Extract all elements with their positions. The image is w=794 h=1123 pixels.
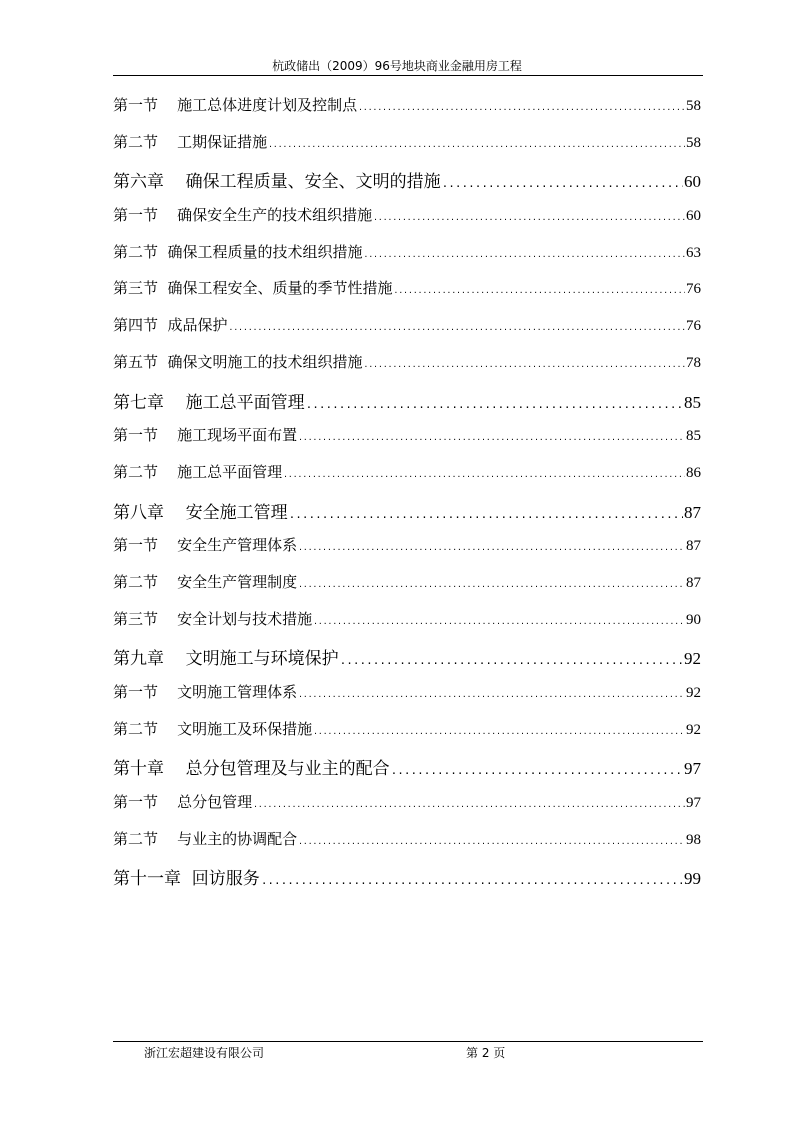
toc-dot-leader	[298, 580, 685, 589]
toc-entry-label: 第二节 确保工程质量的技术组织措施	[113, 242, 363, 261]
toc-entry-label: 第二节 施工总平面管理	[113, 462, 283, 481]
toc-dot-leader	[442, 177, 683, 190]
table-of-contents	[113, 90, 701, 897]
toc-dot-leader	[298, 433, 685, 442]
toc-entry	[113, 237, 701, 274]
toc-dot-leader	[340, 654, 683, 667]
toc-entry-label: 第八章 安全施工管理	[113, 502, 288, 523]
toc-page-number: 86	[686, 464, 701, 481]
toc-entry-label: 第一节 安全生产管理体系	[113, 536, 298, 555]
toc-dot-leader	[283, 470, 685, 479]
toc-page-number: 60	[684, 172, 701, 192]
toc-chapter-entry	[113, 750, 701, 787]
toc-chapter-entry	[113, 640, 701, 677]
toc-page-number: 58	[686, 134, 701, 151]
toc-dot-leader	[298, 837, 685, 846]
toc-entry	[113, 677, 701, 714]
toc-page-number: 76	[686, 281, 701, 298]
toc-dot-leader	[313, 617, 685, 626]
toc-entry	[113, 530, 701, 567]
toc-chapter-entry	[113, 860, 701, 897]
toc-entry-label: 第二节 安全生产管理制度	[113, 572, 298, 591]
toc-dot-leader	[358, 103, 685, 112]
toc-entry-label: 第一节 文明施工管理体系	[113, 683, 298, 701]
toc-entry	[113, 824, 701, 861]
toc-page-number: 63	[686, 244, 701, 261]
toc-dot-leader	[364, 360, 685, 369]
toc-entry-label: 第七章 施工总平面管理	[113, 392, 305, 413]
toc-entry-label: 第二节 与业主的协调配合	[113, 829, 298, 848]
footer-divider	[113, 1041, 703, 1042]
toc-entry	[113, 787, 701, 824]
toc-page-number: 90	[686, 611, 701, 628]
toc-entry-label: 第三节 确保工程安全、质量的季节性措施	[113, 279, 393, 298]
toc-entry	[113, 457, 701, 494]
toc-page-number: 60	[686, 208, 701, 225]
toc-dot-leader	[268, 140, 685, 149]
toc-entry	[113, 127, 701, 164]
toc-page-number: 98	[686, 831, 701, 848]
toc-dot-leader	[394, 286, 685, 295]
toc-entry	[113, 567, 701, 604]
toc-page-number: 87	[684, 502, 701, 522]
toc-entry-label: 第一节 施工总体进度计划及控制点	[113, 96, 358, 114]
toc-dot-leader	[289, 508, 683, 521]
toc-entry-label: 第五节 确保文明施工的技术组织措施	[113, 352, 363, 371]
toc-entry	[113, 200, 701, 237]
toc-dot-leader	[298, 690, 685, 699]
toc-entry-label: 第一节 确保安全生产的技术组织措施	[113, 206, 373, 225]
toc-dot-leader	[261, 874, 683, 887]
toc-chapter-entry	[113, 494, 701, 531]
toc-page-number: 92	[684, 649, 701, 669]
toc-page-number: 97	[686, 795, 701, 812]
toc-entry-label: 第九章 文明施工与环境保护	[113, 649, 339, 670]
toc-page-number: 99	[684, 869, 701, 889]
toc-page-number: 92	[686, 721, 701, 738]
toc-dot-leader	[229, 323, 685, 332]
toc-entry-label: 第十章 总分包管理及与业主的配合	[113, 759, 390, 780]
footer-company-name: 浙江宏超建设有限公司	[144, 1046, 265, 1060]
toc-page-number: 78	[686, 354, 701, 371]
toc-dot-leader	[298, 543, 685, 552]
toc-entry	[113, 347, 701, 384]
toc-entry-label: 第一节 总分包管理	[113, 793, 253, 812]
toc-page-number: 85	[684, 392, 701, 412]
toc-page-number: 85	[686, 428, 701, 445]
toc-entry	[113, 310, 701, 347]
toc-entry	[113, 90, 701, 127]
toc-entry	[113, 420, 701, 457]
toc-chapter-entry	[113, 163, 701, 200]
toc-dot-leader	[364, 250, 685, 259]
toc-entry	[113, 714, 701, 751]
toc-entry-label: 第一节 施工现场平面布置	[113, 426, 298, 445]
header-divider	[113, 75, 703, 76]
toc-entry-label: 第二节 文明施工及环保措施	[113, 719, 313, 738]
footer-page-number: 第 2 页	[466, 1046, 506, 1060]
toc-entry-label: 第三节 安全计划与技术措施	[113, 609, 313, 628]
toc-chapter-entry	[113, 384, 701, 421]
toc-entry-label: 第十一章 回访服务	[113, 869, 260, 890]
toc-dot-leader	[313, 727, 685, 736]
toc-dot-leader	[253, 800, 685, 809]
toc-page-number: 87	[686, 574, 701, 591]
toc-entry-label: 第四节 成品保护	[113, 316, 228, 335]
toc-page-number: 76	[686, 318, 701, 335]
toc-page-number: 92	[686, 685, 701, 701]
toc-entry	[113, 604, 701, 641]
toc-entry-label: 第二节 工期保证措施	[113, 132, 268, 151]
toc-page-number: 97	[684, 759, 701, 779]
toc-dot-leader	[391, 764, 683, 777]
toc-page-number: 87	[686, 538, 701, 555]
toc-page-number: 58	[686, 98, 701, 114]
toc-entry-label: 第六章 确保工程质量、安全、文明的措施	[113, 172, 441, 193]
toc-entry	[113, 273, 701, 310]
page-header-title: 杭政储出（2009）96号地块商业金融用房工程	[272, 59, 522, 73]
toc-dot-leader	[373, 213, 685, 222]
toc-dot-leader	[306, 398, 683, 411]
